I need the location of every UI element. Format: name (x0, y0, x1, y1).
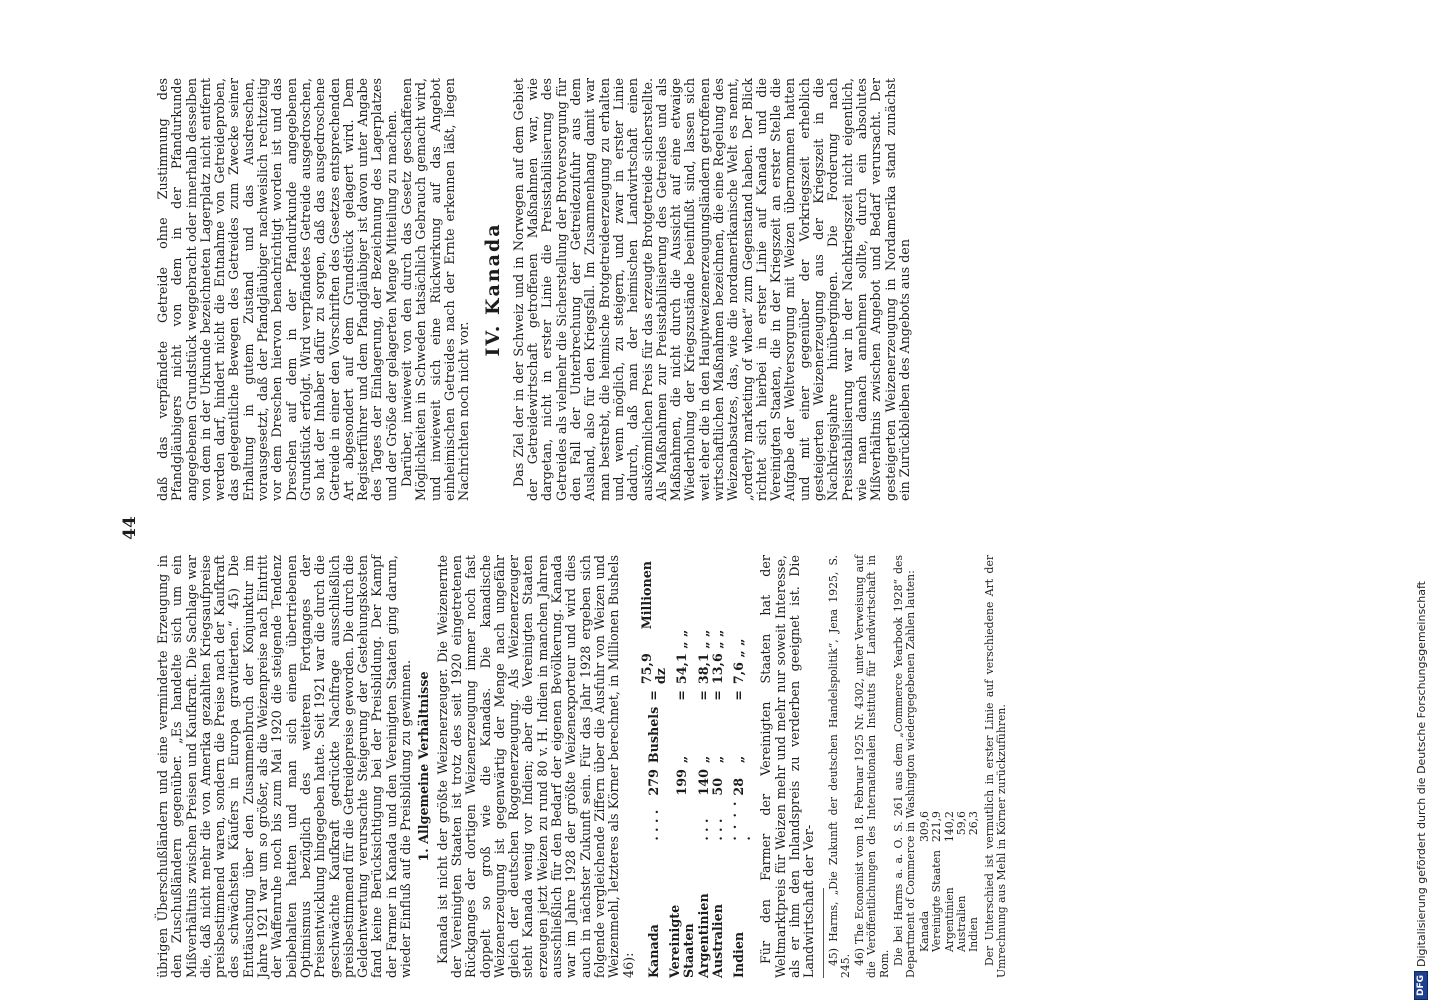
export-cell-country: Argentinien (695, 893, 711, 978)
export-cell-dots: . . . . . (724, 801, 754, 841)
export-cell-eq: = (674, 690, 690, 701)
footnote-cell-value: 309,6 (917, 811, 931, 843)
paragraph-schweden: Darüber, inwieweit von den durch das Gesetz geschaffenen Möglichkeiten in Schweden tatsächlich Gebrauch gemacht wird, und inwieweit sich eine Rückwirkung auf das Angebot einheimischen Getreides nach der Ernte erkennen läßt, liegen Nachrichten noch nicht vor. (399, 78, 472, 501)
export-cell-dots (668, 796, 696, 841)
paragraph-kanada: Kanada ist nicht der größte Weizenerzeuger. Die Weizenernte der Vereinigten Staaten ist trotz des seit 1920 eingetretenen Rückganges der dortigen Weizenerzeugung immer noch fast doppelt so groß wie die Kanadas. Die kanadische Weizenerzeugung ist gegenwärtig der Menge nach ungefähr gleich der deutschen Roggenerzeugung. Als Weizenerzeuger steht Kanada wenig vor Indien; aber die Vereinigten Staaten erzeugen jetzt Weizen zu rund 80 v. H. Indien in manchen Jahren ausschließlich für den Bedarf der eigenen Bevölkerung. Kanada war im Jahre 1928 der größte Weizenexporteur und wird dies auch in nächster Zukunft sein. Für das Jahr 1928 ergeben sich folgende vergleichende Ziffern über die Ausfuhr von Weizen und Weizenmehl, letzteres als Körner berechnet, in Millionen Bushels 46): (434, 555, 636, 978)
export-cell-country: Vereinigte Staaten (667, 904, 697, 978)
export-row (668, 555, 696, 978)
page-number: 44 (120, 516, 140, 540)
export-row (725, 555, 753, 978)
export-cell-bushels: 140 (695, 769, 711, 796)
footnote-divider (823, 888, 824, 978)
export-cell-unit: „ (731, 755, 747, 764)
dfg-logo: DFG (1414, 971, 1428, 1000)
paragraph-after-table: Für den Farmer der Vereinigten Staaten hat der Weltmarktpreis für Weizen mehr und mehr nur soweit Interesse, als er ihm den Inlandspreis zu verderben geeignet ist. Die Landwirtschaft der Ver- (758, 555, 817, 978)
footnote-46-cont: Die bei Harms a. a. O. S. 261 aus dem „Commerce Yearbook 1928“ des Department of Commerce in Washington wiedergegebenen Zahlen lauten: (891, 555, 918, 978)
footnote-row (931, 803, 943, 952)
footnote-cell-country: Argentinien (942, 887, 956, 952)
paragraph-ziel: Das Ziel der in der Schweiz und in Norwegen auf dem Gebiet der Getreidewirtschaft getroffenen Maßnahmen war, wie dargetan, nicht in erster Linie die Preisstabilisierung des Getreides als vielmehr die Sicherstellung der Brotversorgung für den Fall der Unterbrechung der Getreidezufuhr aus dem Ausland, also für den Kriegsfall. Im Zusammenhang damit war man bestrebt, die heimische Brotgetreideerzeugung zu erhalten und, wenn möglich, zu steigern, und zwar in erster Linie dadurch, daß man der heimischen Landwirtschaft einen auskömmlichen Preis für das erzeugte Brotgetreide sicherstellte. Als Maßnahmen zur Preisstabilisierung des Getreides und als Maßnahmen, die nicht durch die Aussicht auf eine etwaige Wiederholung der Kriegszustände beeinflußt sind, lassen sich weit eher die in den Hauptweizenerzeugungsländern getroffenen wirtschaftlichen Maßnahmen bezeichnen, die eine Regelung des Weizenabsatzes, das, wie die nordamerikanische Welt es nennt, „orderly marketing of wheat“ zum Gegenstand haben. Der Blick richtet sich hierbei in erster Linie auf Kanada und die Vereinigten Staaten, die in der Kriegszeit an erster Stelle die Aufgabe der Weltversorgung mit Weizen übernommen hatten und mit einer gegenüber der Vorkriegszeit erheblich gesteigerten Weizenerzeugung aus der Kriegszeit in die Nachkriegsjahre hinübergingen. Die Forderung nach Preisstabilisierung war in der Nachkriegszeit nicht eigentlich, wie man danach annehmen sollte, durch ein absolutes Mißverhältnis zwischen Angebot und Bedarf verursacht. Der gesteigerten Weizenerzeugung in Nordamerika stand zunächst ein Zurückbleiben des Angebots aus den (510, 78, 912, 501)
footnote-cell-country: Indien (967, 917, 981, 952)
export-cell-unit: „ (709, 755, 725, 764)
export-cell-eq: = (645, 690, 661, 701)
export-cell-country: Australien (709, 904, 725, 978)
export-cell-bushels: 199 (674, 769, 690, 796)
footnote-cell-value: 59,6 (954, 811, 968, 836)
export-cell-eq: = (709, 690, 725, 701)
export-cell-value: 54,1 „ „ (674, 629, 690, 685)
export-cell-value: 38,1 „ „ (695, 629, 711, 685)
export-cell-bushels: 50 (709, 777, 725, 796)
export-row (640, 555, 668, 978)
export-cell-value: 75,9 Millionen dz (638, 561, 668, 685)
export-cell-dots: . . . (695, 818, 711, 841)
page-sheet (120, 78, 1310, 978)
export-table (640, 555, 754, 978)
export-cell-eq: = (731, 690, 747, 701)
export-cell-bushels: 279 (645, 769, 661, 796)
footnote-cell-value: 140,2 (942, 811, 956, 843)
export-cell-bushels: 28 (731, 777, 747, 796)
paragraph-intro: übrigen Überschußländern und eine verminderte Erzeugung in den Zuschußländern gegenüber. „Es handelte sich um ein Mißverhältnis zwischen Preisen und Kaufkraft. Die Sachlage war die, daß nicht mehr die von Amerika gezahlten Kriegsaufpreise preisbestimmend waren, sondern die Preise nach der Kaufkraft des schwächsten Käufers in Europa gravitierten.“ 45) Die Enttäuschung über den Zusammenbruch der Konjunktur im Jahre 1921 war um so größer, als die Weizenpreise nach Eintritt der Waffenruhe noch bis zum Mai 1920 die steigende Tendenz beibehalten hatten und man sich einem übertriebenen Optimismus bezüglich des weiteren Fortganges der Preisentwicklung hingegeben hatte. Seit 1921 war die durch die geschwächte Kaufkraft gedrückte Nachfrage ausschließlich preisbestimmend für die Getreidepreise geworden. Die durch die Geldentwertung verursachte Steigerung der Gestehungskosten fand keine Berücksichtigung bei der Preisbildung. Der Kampf der Farmer in Kanada und den Vereinigten Staaten ging darum, wieder Einfluß auf die Preisbildung zu gewinnen. (155, 555, 414, 978)
column-left (156, 555, 1010, 978)
export-cell-country: Kanada (645, 924, 661, 978)
footnote-row (968, 803, 980, 952)
digitization-credit (1412, 0, 1430, 1000)
export-cell-dots: . . . . (645, 809, 661, 841)
credit-text: Digitalisierung gefördert durch die Deutsche Forschungsgemeinschaft (1414, 581, 1428, 967)
export-cell-eq: = (695, 690, 711, 701)
footnote-45: 45) Harms, „Die Zukunft der deutschen Handelspolitik“, Jena 1925, S. 245. (826, 555, 853, 978)
export-cell-unit: Bushels (645, 706, 661, 764)
export-cell-unit: „ (674, 755, 690, 764)
chapter-heading: IV. Kanada (481, 222, 504, 357)
footnote-table (919, 803, 981, 952)
footnote-cell-value: 26,3 (967, 811, 981, 836)
export-cell-value: 7,6 „ „ (731, 638, 747, 685)
export-cell-country: Indien (731, 931, 747, 978)
footnote-cell-value: 221,9 (930, 811, 944, 843)
footnote-46-end: Der Unterschied ist vermutlich in erster Linie auf verschiedene Art der Umrechnung aus Mehl in Körner zurückzuführen. (982, 555, 1009, 978)
section-heading: 1. Allgemeine Verhältnisse (416, 671, 432, 862)
export-row (711, 555, 725, 978)
column-right (156, 78, 913, 501)
paragraph-pfand: daß das verpfändete Getreide ohne Zustimmung des Pfandgläubigers nicht von dem in der Pfandurkunde angegebenen Grundstück weggebracht oder innerhalb desselben von dem in der Urkunde bezeichneten Lagerplatz nicht entfernt werden darf, hindert nicht die Entnahme von Getreideproben, das gelegentliche Bewegen des Getreides zum Zwecke seiner Erhaltung in gutem Zustand und das Ausdreschen, vorausgesetzt, daß der Pfandgläubiger nachweislich rechtzeitig vor dem Dreschen hiervon benachrichtigt worden ist und das Dreschen auf dem in der Pfandurkunde angegebenen Grundstück erfolgt. Wird verpfändetes Getreide ausgedroschen, so hat der Inhaber dafür zu sorgen, daß das ausgedroschene Getreide in einer den Vorschriften des Gesetzes entsprechenden Art abgesondert auf dem Grundstück gelagert wird. Dem Registerführer und dem Pfandgläubiger ist davon unter Angabe des Tages der Einlagerung, der Bezeichnung des Lagerplatzes und der Größe der gelagerten Menge Mitteilung zu machen. (155, 78, 399, 501)
footnote-cell-country: Vereinigte Staaten (930, 850, 944, 952)
export-cell-value: 13,6 „ „ (709, 629, 725, 685)
export-cell-unit: „ (695, 755, 711, 764)
export-cell-dots: . . . (709, 818, 725, 841)
footnote-cell-country: Australien (954, 895, 968, 952)
footnote-cell-country: Kanada (917, 910, 931, 952)
footnotes (828, 555, 1009, 978)
footnote-46: 46) The Economist vom 18. Februar 1925 Nr. 4302, unter Verweisung auf die Veröffentlichungen des Internationalen Instituts für Landwirtschaft in Rom. (852, 555, 891, 978)
export-row (697, 555, 711, 978)
